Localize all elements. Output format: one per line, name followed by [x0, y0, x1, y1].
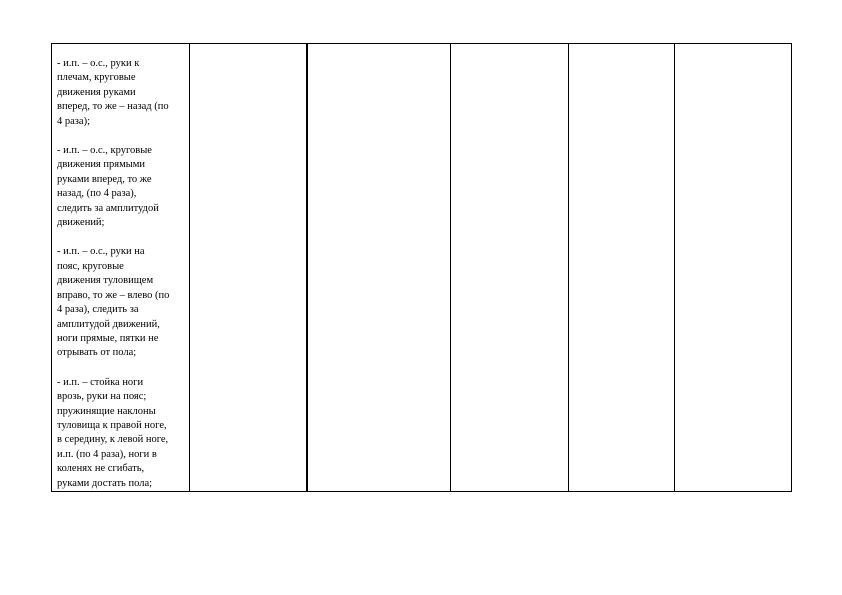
empty-cell-5 — [569, 44, 675, 492]
empty-cell-2 — [190, 44, 307, 492]
empty-cell-4 — [451, 44, 569, 492]
exercise-table — [51, 43, 792, 492]
empty-cell-3 — [307, 44, 451, 492]
table-row — [52, 44, 792, 492]
exercise-entry-3: - и.п. – о.с., руки на пояс, круговые движения туловищем вправо, то же – влево (по 4 раза), следить за амплитудой движений, ноги прямые, пятки не отрывать от пола; — [57, 246, 170, 359]
exercise-entry-4: - и.п. – стойка ноги врозь, руки на пояс; пружинящие наклоны туловища к правой ноге, в середину, к левой ноге, и.п. (по 4 раза), ноги в коленях не сгибать, руками достать пола; — [57, 376, 169, 489]
exercise-description-cell — [52, 44, 190, 492]
empty-cell-6 — [675, 44, 792, 492]
exercise-entry-1: - и.п. – о.с., руки к плечам, круговые движения руками вперед, то же – назад (по 4 раза); — [57, 58, 169, 127]
exercise-entry-2: - и.п. – о.с., круговые движения прямыми руками вперед, то же назад, (по 4 раза), следить за амплитудой движений; — [57, 145, 159, 229]
